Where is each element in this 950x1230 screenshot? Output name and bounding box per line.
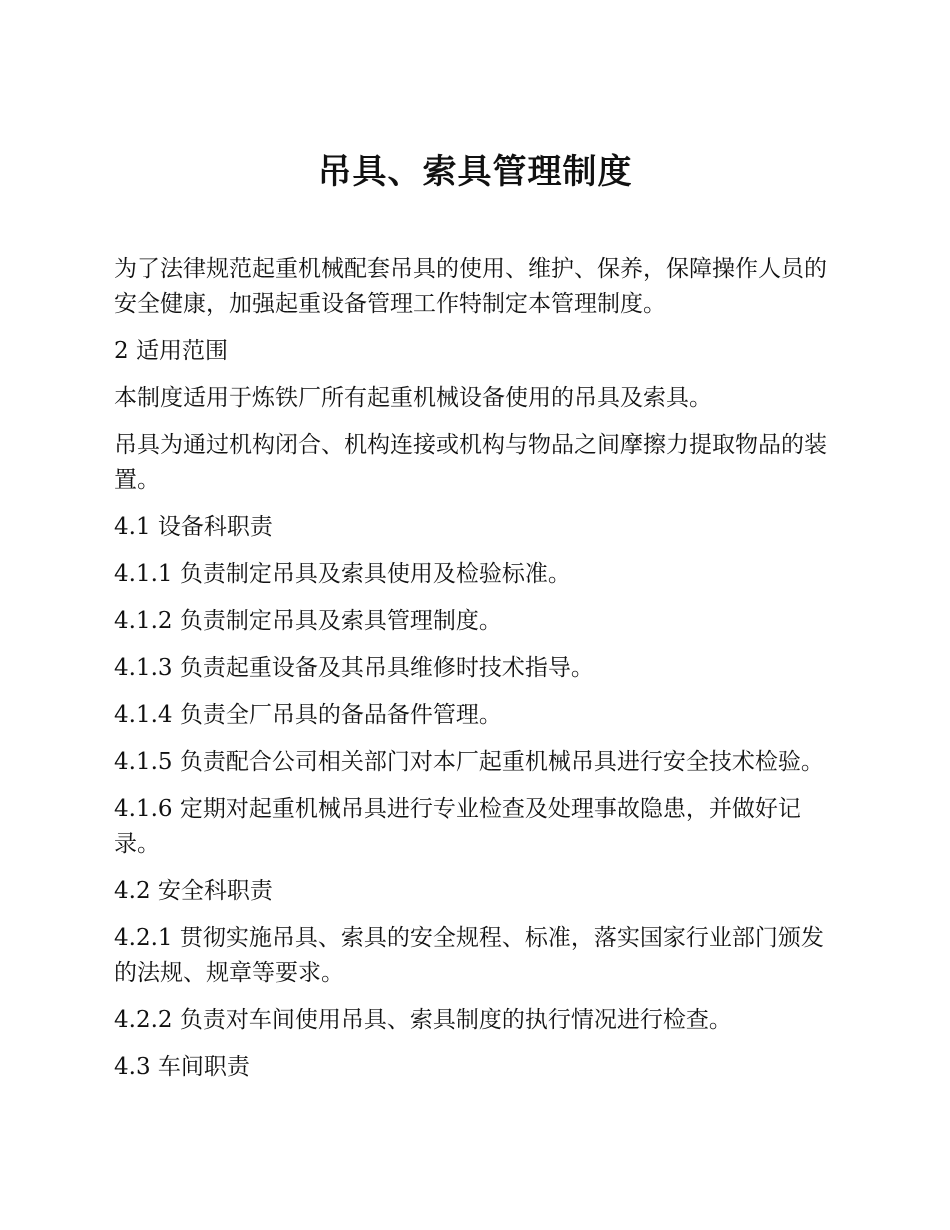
clause-4-2-2: 4.2.2 负责对车间使用吊具、索具制度的执行情况进行检查。 (114, 1007, 732, 1033)
clause-4-1-6: 4.1.6 定期对起重机械吊具进行专业检查及处理事故隐患，并做好记录。 (114, 796, 801, 857)
document-title: 吊具、索具管理制度 (317, 152, 633, 192)
clause-4-1-3: 4.1.3 负责起重设备及其吊具维修时技术指导。 (114, 655, 594, 681)
paragraph-definition: 吊具为通过机构闭合、机构连接或机构与物品之间摩擦力提取物品的装置。 (114, 432, 827, 493)
section-heading-safety-dept: 4.2 安全科职责 (114, 878, 273, 904)
paragraph-scope: 本制度适用于炼铁厂所有起重机械设备使用的吊具及索具。 (114, 385, 712, 411)
section-heading-workshop: 4.3 车间职责 (114, 1054, 250, 1080)
clause-4-2-1: 4.2.1 贯彻实施吊具、索具的安全规程、标准，落实国家行业部门颁发的法规、规章等要求。 (114, 925, 824, 986)
document-body (114, 252, 840, 1097)
section-heading-equipment-dept: 4.1 设备科职责 (114, 514, 273, 540)
clause-4-1-2: 4.1.2 负责制定吊具及索具管理制度。 (114, 608, 502, 634)
clause-4-1-4: 4.1.4 负责全厂吊具的备品备件管理。 (114, 702, 502, 728)
paragraph-intro: 为了法律规范起重机械配套吊具的使用、维护、保养，保障操作人员的安全健康，加强起重设备管理工作特制定本管理制度。 (114, 256, 827, 317)
clause-4-1-1: 4.1.1 负责制定吊具及索具使用及检验标准。 (114, 561, 571, 587)
clause-4-1-5: 4.1.5 负责配合公司相关部门对本厂起重机械吊具进行安全技术检验。 (114, 749, 824, 775)
section-heading-scope: 2 适用范围 (114, 338, 228, 364)
